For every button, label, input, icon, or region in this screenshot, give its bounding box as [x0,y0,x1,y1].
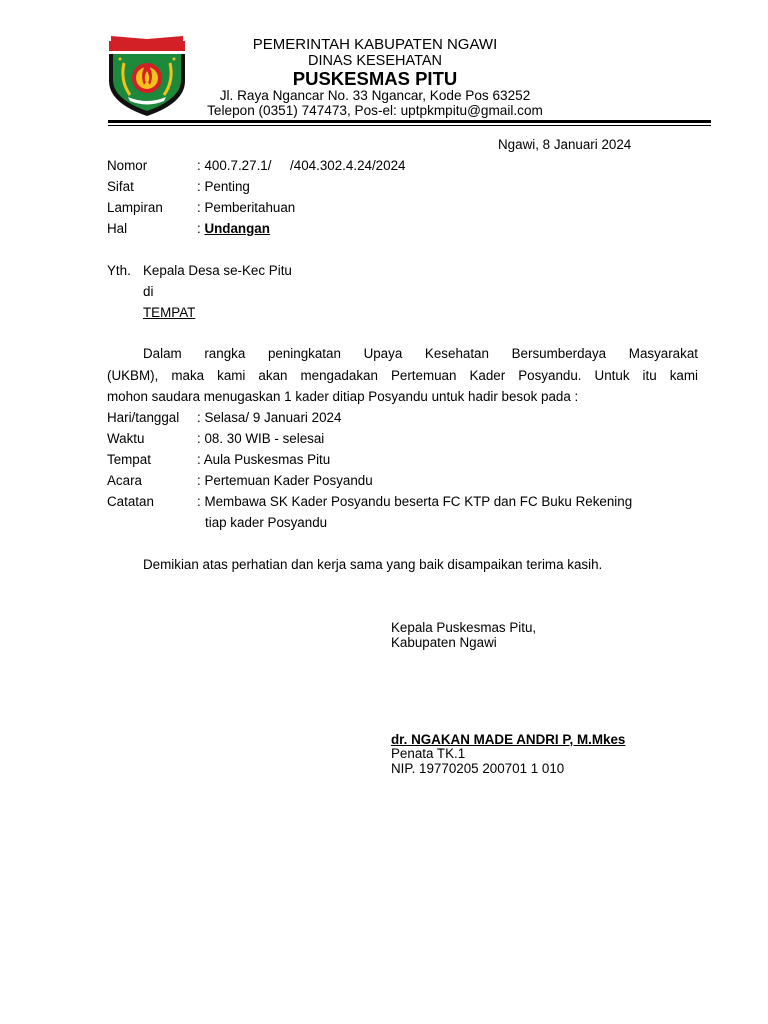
catatan-value: : Membawa SK Kader Posyandu beserta FC KTP dan FC Buku Rekening [197,494,633,509]
hal-label: Hal [107,221,128,236]
body-line-1: Dalam rangka peningkatan Upaya Kesehatan Bersumberdaya Masyarakat [143,346,698,361]
letterhead-thick-rule [108,120,711,123]
tempat-value: : Aula Puskesmas Pitu [197,452,331,467]
signatory-rank: Penata TK.1 [391,746,466,761]
sifat-label: Sifat [107,179,134,194]
signature-title-1: Kepala Puskesmas Pitu, [391,620,537,635]
recipient-place: TEMPAT [143,305,196,320]
body-line-3: mohon saudara menugaskan 1 kader ditiap Posyandu untuk hadir besok pada : [107,389,579,404]
recipient-salutation: Yth. [107,263,131,278]
letterhead-thin-rule [108,125,711,126]
waktu-label: Waktu [107,431,145,446]
kabupaten-ngawi-emblem-logo [106,33,188,117]
lampiran-value: : Pemberitahuan [197,200,296,215]
waktu-value: : 08. 30 WIB - selesai [197,431,325,446]
letterhead-contact: Telepon (0351) 747473, Pos-el: uptpkmpitu@gmail.com [207,103,543,118]
acara-value: : Pertemuan Kader Posyandu [197,473,373,488]
letterhead-address: Jl. Raya Ngancar No. 33 Ngancar, Kode Pos 63252 [219,88,531,103]
hal-colon: : [197,221,205,236]
letterhead-institution-name: PUSKESMAS PITU [292,68,458,89]
catatan-value-continued: tiap kader Posyandu [205,515,328,530]
recipient-di: di [143,284,154,299]
lampiran-label: Lampiran [107,200,163,215]
signatory-name: dr. NGAKAN MADE ANDRI P, M.Mkes [391,732,626,747]
signature-title-2: Kabupaten Ngawi [391,635,497,650]
recipient-name: Kepala Desa se-Kec Pitu [143,263,292,278]
hal-value: Undangan [204,221,270,236]
letterhead-government: PEMERINTAH KABUPATEN NGAWI [252,36,498,53]
signatory-nip: NIP. 19770205 200701 1 010 [391,761,565,776]
sifat-value: : Penting [197,179,250,194]
closing-sentence: Demikian atas perhatian dan kerja sama yang baik disampaikan terima kasih. [143,557,603,572]
acara-label: Acara [107,473,142,488]
nomor-label: Nomor [107,158,148,173]
place-date: Ngawi, 8 Januari 2024 [498,137,632,152]
hal-value-line [197,221,270,237]
body-line-2: (UKBM), maka kami akan mengadakan Pertemuan Kader Posyandu. Untuk itu kami [107,368,698,383]
hari-label: Hari/tanggal [107,410,180,425]
tempat-label: Tempat [107,452,151,467]
hari-value: : Selasa/ 9 Januari 2024 [197,410,342,425]
nomor-value: : 400.7.27.1/ /404.302.4.24/2024 [197,158,406,173]
letterhead-department: DINAS KESEHATAN [307,53,443,69]
catatan-label: Catatan [107,494,154,509]
